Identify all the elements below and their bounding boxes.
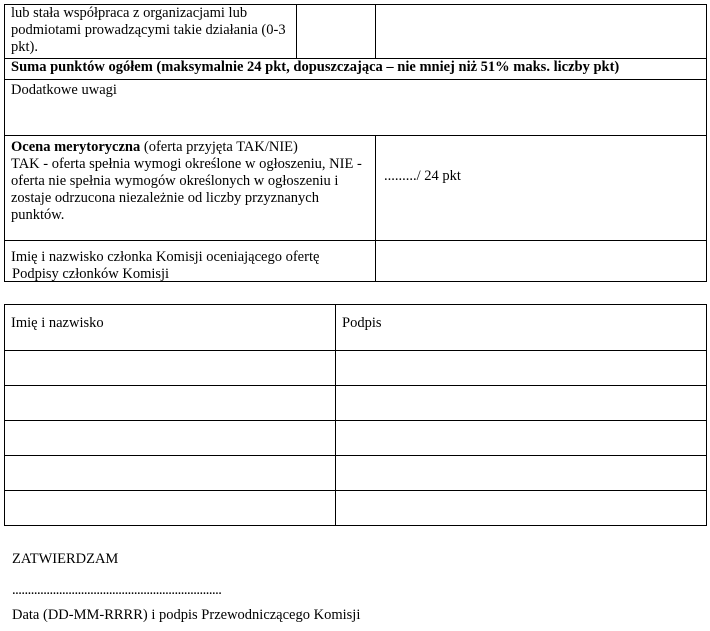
- signature-cell[interactable]: [336, 386, 707, 421]
- signature-cell[interactable]: [336, 456, 707, 491]
- name-cell[interactable]: [5, 386, 336, 421]
- table-row: [5, 351, 707, 386]
- col-name-header: Imię i nazwisko: [5, 305, 336, 351]
- name-cell[interactable]: [5, 491, 336, 526]
- notes-row: [5, 80, 707, 136]
- score-field[interactable]: [376, 136, 707, 241]
- signature-line[interactable]: ...................................................................: [12, 582, 222, 598]
- signature-cell[interactable]: [336, 421, 707, 456]
- signatures-header-row: [5, 305, 707, 351]
- name-cell[interactable]: [5, 456, 336, 491]
- signature-cell[interactable]: [336, 491, 707, 526]
- member-name-label: Imię i nazwisko członka Komisji oceniającego ofertę: [5, 241, 376, 282]
- criterion-points-cell[interactable]: [297, 5, 376, 59]
- table-row: [5, 421, 707, 456]
- sum-label: Suma punktów ogółem (maksymalnie 24 pkt, dopuszczająca – nie mniej niż 51% maks. liczby pkt): [5, 59, 707, 80]
- evaluation-label-rest: (oferta przyjęta TAK/NIE): [140, 139, 298, 155]
- member-name-field[interactable]: [376, 241, 707, 282]
- score-placeholder: ........./ 24 pkt: [384, 168, 461, 184]
- date-signature-caption: Data (DD-MM-RRRR) i podpis Przewodniczącego Komisji: [12, 607, 361, 623]
- notes-field[interactable]: [5, 80, 707, 136]
- signatures-table: [4, 304, 707, 526]
- approval-label: ZATWIERDZAM: [12, 551, 119, 567]
- col-signature-header: Podpis: [336, 305, 707, 351]
- notes-label: Dodatkowe uwagi: [11, 82, 117, 98]
- evaluation-description: [5, 136, 376, 241]
- criterion-text: lub stała współpraca z organizacjami lub podmiotami prowadzącymi takie działania (0-3 pkt).: [5, 5, 297, 59]
- name-cell[interactable]: [5, 421, 336, 456]
- criterion-notes-cell[interactable]: [376, 5, 707, 59]
- signatures-title: Podpisy członków Komisji: [12, 266, 170, 282]
- table-row: [5, 456, 707, 491]
- evaluation-row: [5, 136, 707, 241]
- sum-row: [5, 59, 707, 80]
- signature-cell[interactable]: [336, 351, 707, 386]
- table-row: [5, 386, 707, 421]
- evaluation-form-table: [4, 4, 707, 282]
- name-cell[interactable]: [5, 351, 336, 386]
- evaluation-desc: TAK - oferta spełnia wymogi określone w ogłoszeniu, NIE - oferta nie spełnia wymogów określonych w ogłoszeniu i zostaje odrzucona niezależnie od liczby przyznanych punktów.: [11, 156, 362, 223]
- criterion-row: [5, 5, 707, 59]
- table-row: [5, 491, 707, 526]
- evaluation-label: Ocena merytoryczna: [11, 139, 141, 155]
